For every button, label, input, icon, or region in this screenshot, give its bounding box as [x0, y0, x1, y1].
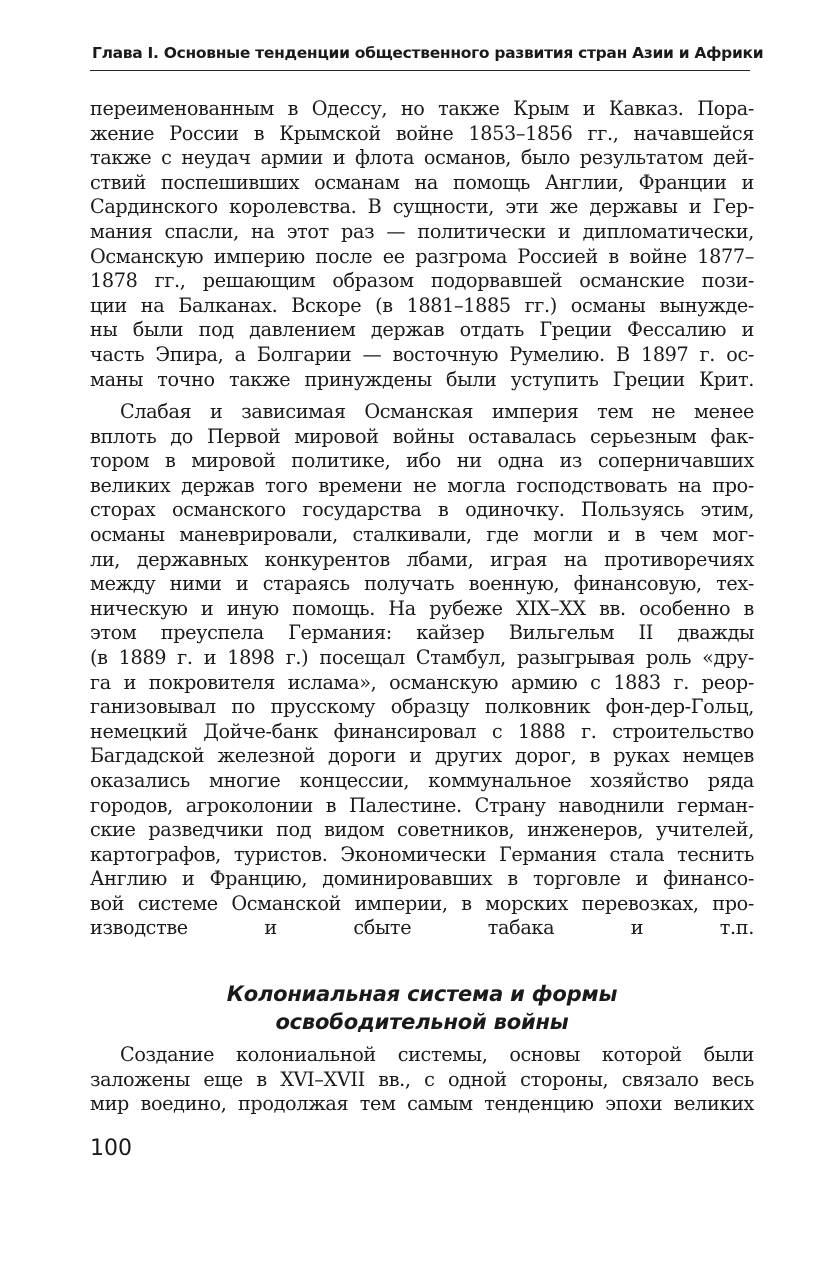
text-line: Англию и Францию, доминировавших в торговле и финансо- [90, 867, 754, 891]
section-heading-line-1: Колониальная система и формы [226, 982, 618, 1006]
text-line: мир воедино, продолжая тем самым тенденцию эпохи великих [90, 1092, 754, 1116]
text-line: Сардинского королевства. В сущности, эти же державы и Гер- [90, 195, 754, 219]
text-line: между ними и стараясь получать военную, финансовую, тех- [90, 572, 754, 596]
text-line: этом преуспела Германия: кайзер Вильгельм II дважды [90, 621, 754, 645]
text-line: ции на Балканах. Вскоре (в 1881–1885 гг.) османы вынужде- [90, 293, 754, 317]
text-line: маны точно также принуждены были уступить Греции Крит. [90, 367, 754, 391]
section-heading-line-2: освободительной войны [275, 1010, 569, 1034]
text-line: также с неудач армии и флота османов, было результатом дей- [90, 146, 754, 170]
text-line: 1878 гг., решающим образом подорвавшей османские пози- [90, 269, 754, 293]
text-line: Багдадской железной дороги и других дорог, в руках немцев [90, 744, 754, 768]
text-line: заложены еще в XVI–XVII вв., с одной стороны, связало весь [90, 1067, 754, 1091]
text-line: великих держав того времени не могла господствовать на про- [90, 473, 754, 497]
text-line: городов, агроколонии в Палестине. Страну наводнили герман- [90, 793, 754, 817]
text-line: изводстве и сбыте табака и т.п. [90, 916, 754, 940]
paragraph-1 [90, 97, 754, 392]
text-line: ническую и иную помощь. На рубеже XIX–XX вв. особенно в [90, 596, 754, 620]
text-line: вплоть до Первой мировой войны оставалась серьезным фак- [90, 424, 754, 448]
text-line: немецкий Дойче-банк финансировал с 1888 г. строительство [90, 719, 754, 743]
text-line: тором в мировой политике, ибо ни одна из соперничавших [90, 449, 754, 473]
text-line: ны были под давлением держав отдать Греции Фессалию и [90, 318, 754, 342]
paragraph-3 [90, 1043, 754, 1117]
paragraph-2 [90, 400, 754, 941]
text-line: османы маневрировали, сталкивали, где могли и в чем мог- [90, 522, 754, 546]
text-line: ские разведчики под видом советников, инженеров, учителей, [90, 818, 754, 842]
running-header: Глава I. Основные тенденции общественного развития стран Азии и Африки [92, 44, 764, 62]
text-line: сторах османского государства в одиночку. Пользуясь этим, [90, 498, 754, 522]
text-line: ганизовывал по прусскому образцу полковник фон-дер-Гольц, [90, 695, 754, 719]
text-line: га и покровителя ислама», османскую армию с 1883 г. реор- [90, 670, 754, 694]
text-line: вой системе Османской империи, в морских перевозках, про- [90, 891, 754, 915]
text-line: ствий поспешивших османам на помощь Англии, Франции и [90, 170, 754, 194]
text-line: ли, державных конкурентов лбами, играя на противоречиях [90, 547, 754, 571]
text-line: картографов, туристов. Экономически Германия стала теснить [90, 842, 754, 866]
page-number: 100 [90, 1136, 132, 1161]
text-line: Османскую империю после ее разгрома Россией в войне 1877– [90, 244, 754, 268]
text-line: (в 1889 г. и 1898 г.) посещал Стамбул, разыгрывая роль «дру- [90, 645, 754, 669]
text-line: мания спасли, на этот раз — политически и дипломатически, [90, 219, 754, 243]
text-line: Слабая и зависимая Османская империя тем не менее [120, 400, 754, 423]
text-line: часть Эпира, а Болгарии — восточную Румелию. В 1897 г. ос- [90, 342, 754, 366]
text-line: жение России в Крымской войне 1853–1856 гг., начавшейся [90, 121, 754, 145]
text-line: Создание колониальной системы, основы которой были [120, 1043, 754, 1066]
section-heading [90, 980, 754, 1036]
text-line: оказались многие концессии, коммунальное хозяйство ряда [90, 768, 754, 792]
text-line: переименованным в Одессу, но также Крым и Кавказ. Пора- [90, 97, 754, 120]
header-rule [90, 70, 750, 71]
